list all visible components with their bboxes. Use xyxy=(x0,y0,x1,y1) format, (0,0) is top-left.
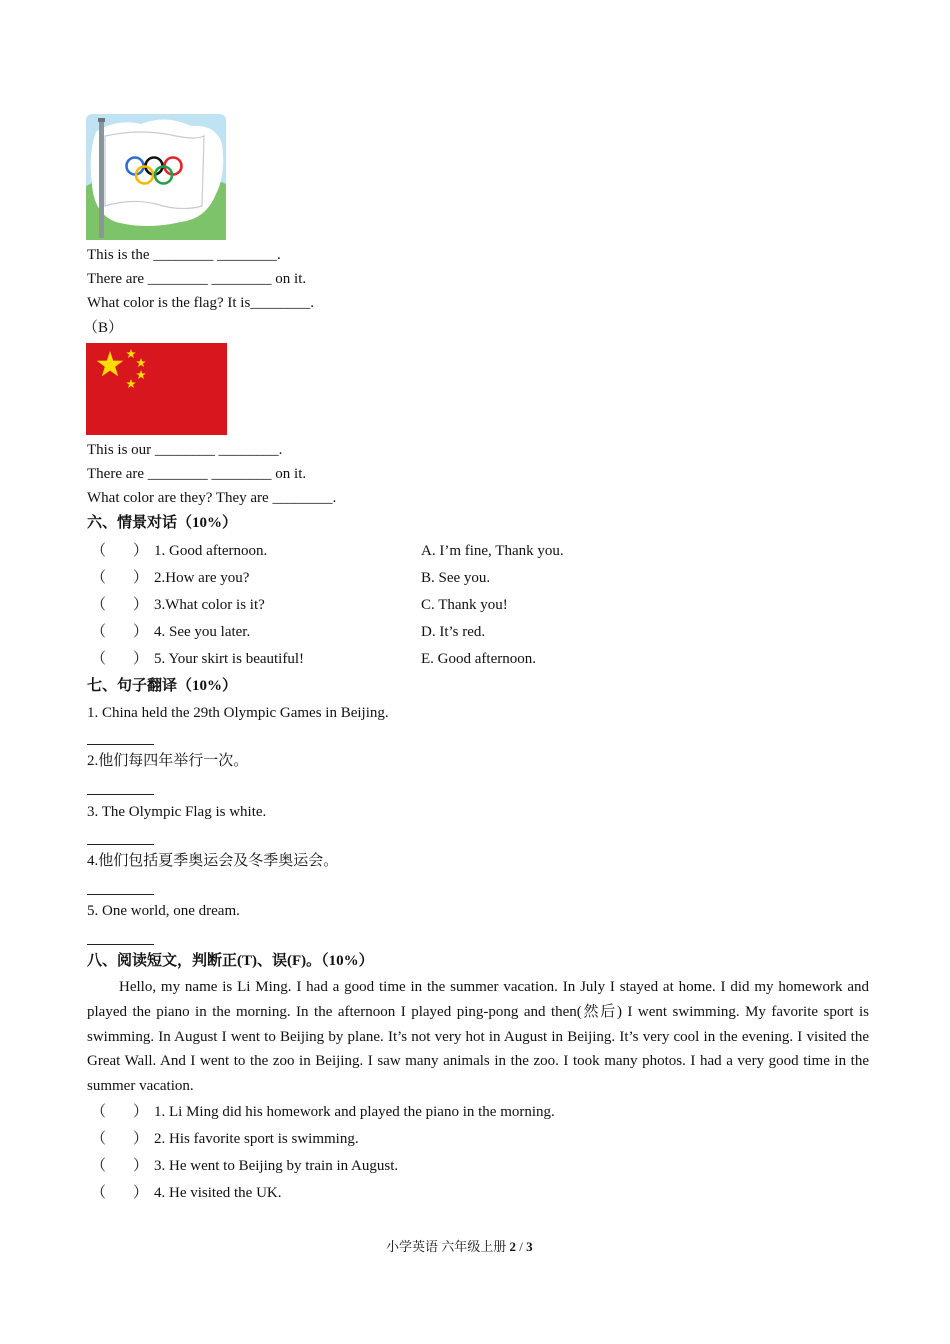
page-footer xyxy=(386,1237,533,1257)
dialogue-answer: D. It’s red. xyxy=(421,624,486,640)
section-8-heading: 八、阅读短文，判断正(T)、误(F)。（10%） xyxy=(87,953,374,969)
translation-item: 5. One world, one dream. xyxy=(87,903,240,919)
answer-line xyxy=(87,844,154,845)
answer-paren-open: （ xyxy=(91,570,107,586)
section-b-line-3: What color are they? They are ________. xyxy=(87,490,337,506)
section-6-heading: 六、情景对话（10%） xyxy=(87,515,238,531)
translation-item: 1. China held the 29th Olympic Games in Beijing. xyxy=(87,705,389,721)
answer-paren-open: （ xyxy=(91,597,107,613)
answer-line xyxy=(87,744,154,745)
statement-text: 4. He visited the UK. xyxy=(154,1185,282,1201)
page-separator: / xyxy=(519,1239,523,1254)
statement-text: 1. Li Ming did his homework and played the piano in the morning. xyxy=(154,1104,555,1120)
answer-line xyxy=(87,794,154,795)
statement-text: 3. He went to Beijing by train in August. xyxy=(154,1158,399,1174)
dialogue-question: 2.How are you? xyxy=(154,570,250,586)
translation-item: 4.他们包括夏季奥运会及冬季奥运会。 xyxy=(87,853,339,869)
answer-paren-open: （ xyxy=(91,1158,107,1174)
answer-paren-close: ） xyxy=(133,597,149,613)
page-number: 2 xyxy=(509,1239,517,1254)
reading-passage: Hello, my name is Li Ming. I had a good time in the summer vacation. In July I stayed at home. I did my homework and played the piano in the morning. In the afternoon I played ping-pong and then(然后) I went swimming. My favorite sport is swimming. In August I went to Beijing by plane. It’s not very hot in August in Beijing. It’s very cool in the evening. I visited the Great Wall. And I went to the zoo in Beijing. I saw many animals in the zoo. I took many photos. I had a very good time in the summer vacation. xyxy=(87,979,869,1095)
dialogue-answer: B. See you. xyxy=(421,570,491,586)
section-a-line-1: This is the ________ ________. xyxy=(87,247,281,263)
china-flag-drawing xyxy=(86,343,227,435)
answer-paren-close: ） xyxy=(133,624,149,640)
answer-paren-close: ） xyxy=(133,570,149,586)
section-b-line-2: There are ________ ________ on it. xyxy=(87,466,307,482)
olympic-flag-image xyxy=(86,114,226,240)
section-a-line-3: What color is the flag? It is________. xyxy=(87,295,315,311)
answer-paren-close: ） xyxy=(133,1158,149,1174)
dialogue-question: 5. Your skirt is beautiful! xyxy=(154,651,304,667)
answer-paren-close: ） xyxy=(133,543,149,559)
answer-paren-open: （ xyxy=(91,651,107,667)
section-a-line-2: There are ________ ________ on it. xyxy=(87,271,307,287)
answer-paren-open: （ xyxy=(91,543,107,559)
section-b-line-1: This is our ________ ________. xyxy=(87,442,283,458)
translation-item: 3. The Olympic Flag is white. xyxy=(87,804,267,820)
answer-paren-close: ） xyxy=(133,651,149,667)
answer-line xyxy=(87,894,154,895)
answer-paren-open: （ xyxy=(91,1104,107,1120)
olympic-flag-drawing xyxy=(86,114,226,240)
answer-line xyxy=(87,944,154,945)
statement-text: 2. His favorite sport is swimming. xyxy=(154,1131,359,1147)
answer-paren-open: （ xyxy=(91,624,107,640)
dialogue-question: 3.What color is it? xyxy=(154,597,265,613)
china-flag-image xyxy=(86,343,227,435)
translation-item: 2.他们每四年举行一次。 xyxy=(87,753,249,769)
dialogue-answer: C. Thank you! xyxy=(421,597,508,613)
answer-paren-open: （ xyxy=(91,1131,107,1147)
section-7-heading: 七、句子翻译（10%） xyxy=(87,678,238,694)
page-total: 3 xyxy=(526,1239,533,1254)
dialogue-answer: A. I’m fine, Thank you. xyxy=(421,543,564,559)
dialogue-answer: E. Good afternoon. xyxy=(421,651,536,667)
answer-paren-open: （ xyxy=(91,1185,107,1201)
section-b-label: （B） xyxy=(83,320,124,336)
answer-paren-close: ） xyxy=(133,1131,149,1147)
footer-title: 小学英语 六年级上册 xyxy=(386,1239,507,1254)
answer-paren-close: ） xyxy=(133,1104,149,1120)
answer-paren-close: ） xyxy=(133,1185,149,1201)
dialogue-question: 1. Good afternoon. xyxy=(154,543,268,559)
dialogue-question: 4. See you later. xyxy=(154,624,251,640)
